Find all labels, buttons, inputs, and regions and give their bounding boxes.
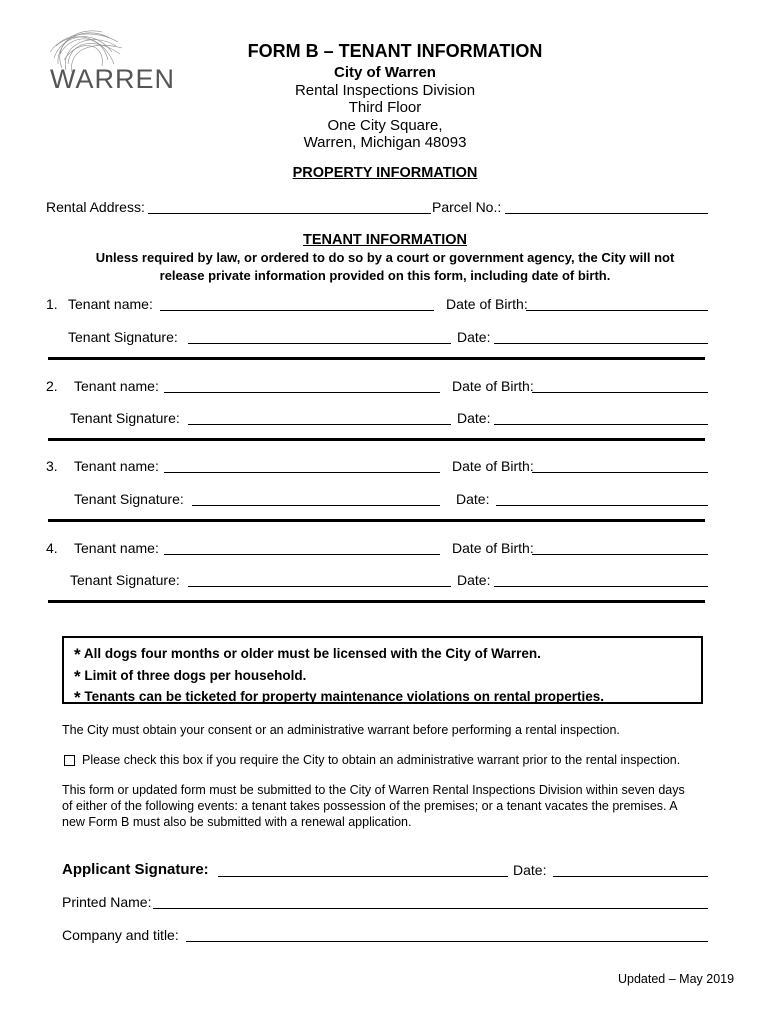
- notice-item: [74, 666, 691, 688]
- date-label: Date:: [457, 410, 491, 426]
- form-title: FORM B – TENANT INFORMATION: [247, 41, 543, 61]
- tenant-1-dob-field[interactable]: [526, 310, 708, 311]
- date-label: Date:: [457, 329, 491, 345]
- tenant-1-date-field[interactable]: [494, 343, 708, 344]
- applicant-signature-field[interactable]: [218, 876, 508, 877]
- tenant-signature-label: Tenant Signature:: [70, 410, 180, 426]
- tenant-number: 1.: [46, 296, 58, 312]
- tenant-3-name-field[interactable]: [164, 472, 440, 473]
- dog-license-notice-box: [62, 636, 703, 707]
- division-name: Rental Inspections Division: [294, 82, 476, 99]
- tenant-4-date-field[interactable]: [494, 586, 708, 587]
- asterisk-icon: *: [74, 688, 81, 707]
- company-title-label: Company and title:: [62, 927, 179, 943]
- applicant-date-label: Date:: [513, 862, 547, 878]
- parcel-number-field[interactable]: [505, 213, 708, 214]
- logo-wordmark: WARREN: [50, 64, 175, 94]
- notice-text: All dogs four months or older must be licensed with the City of Warren.: [83, 646, 541, 661]
- notice-item: [74, 644, 691, 666]
- asterisk-icon: *: [74, 666, 81, 686]
- street-address: One City Square,: [327, 117, 443, 134]
- submission-line-2: of either of the following events: a tenant takes possession of the premises; or a tenant vacates the premises. A: [62, 799, 678, 813]
- asterisk-icon: *: [74, 645, 81, 664]
- warrant-checkbox-label: Please check this box if you require the City to obtain an administrative warrant prior to the rental inspection.: [82, 753, 681, 767]
- tenant-heading: TENANT INFORMATION: [302, 232, 468, 248]
- privacy-notice-line-2: release private information provided on this form, including date of birth.: [159, 268, 611, 283]
- tenant-3-date-field[interactable]: [496, 505, 708, 506]
- company-title-field[interactable]: [186, 941, 708, 942]
- section-divider: [48, 600, 705, 603]
- tenant-2-date-field[interactable]: [494, 424, 708, 425]
- applicant-date-field[interactable]: [553, 876, 708, 877]
- tenant-name-label: Tenant name:: [74, 378, 159, 394]
- tenant-2-name-field[interactable]: [164, 392, 440, 393]
- tenant-number: 2.: [46, 378, 58, 394]
- tenant-signature-label: Tenant Signature:: [74, 491, 184, 507]
- notice-item: [74, 687, 691, 709]
- printed-name-field[interactable]: [153, 908, 708, 909]
- section-divider: [48, 519, 705, 522]
- tenant-2-dob-field[interactable]: [532, 392, 708, 393]
- submission-line-1: This form or updated form must be submitted to the City of Warren Rental Inspections Division within seven days: [62, 783, 685, 797]
- tenant-number: 4.: [46, 540, 58, 556]
- parcel-label: Parcel No.:: [432, 199, 502, 215]
- floor: Third Floor: [348, 99, 422, 116]
- dob-label: Date of Birth:: [452, 378, 534, 394]
- tenant-2-signature-field[interactable]: [188, 424, 451, 425]
- tenant-1-signature-field[interactable]: [188, 343, 451, 344]
- rental-address-field[interactable]: [148, 213, 431, 214]
- applicant-signature-label: Applicant Signature:: [62, 861, 209, 878]
- tenant-name-label: Tenant name:: [68, 296, 153, 312]
- section-divider: [48, 357, 705, 360]
- tenant-3-dob-field[interactable]: [532, 472, 708, 473]
- tenant-name-label: Tenant name:: [74, 458, 159, 474]
- tenant-4-dob-field[interactable]: [532, 554, 708, 555]
- updated-date: Updated – May 2019: [618, 972, 735, 986]
- rental-address-label: Rental Address:: [46, 199, 145, 215]
- consent-text: The City must obtain your consent or an administrative warrant before performing a rental inspection.: [62, 723, 620, 737]
- tenant-signature-label: Tenant Signature:: [68, 329, 178, 345]
- tenant-4-signature-field[interactable]: [188, 586, 451, 587]
- notice-text: Limit of three dogs per household.: [84, 667, 307, 683]
- section-divider: [48, 438, 705, 441]
- tenant-signature-label: Tenant Signature:: [70, 572, 180, 588]
- tenant-1-name-field[interactable]: [160, 310, 434, 311]
- tenant-4-name-field[interactable]: [164, 554, 440, 555]
- printed-name-label: Printed Name:: [62, 894, 152, 910]
- warrant-checkbox[interactable]: [64, 755, 75, 766]
- dob-label: Date of Birth:: [446, 296, 528, 312]
- city-name: City of Warren: [334, 64, 436, 81]
- privacy-notice-line-1: Unless required by law, or ordered to do so by a court or government agency, the City will not: [95, 250, 675, 265]
- notice-text: Tenants can be ticketed for property maintenance violations on rental properties.: [84, 689, 605, 704]
- dob-label: Date of Birth:: [452, 540, 534, 556]
- tenant-name-label: Tenant name:: [74, 540, 159, 556]
- property-heading: PROPERTY INFORMATION: [292, 165, 478, 181]
- date-label: Date:: [456, 491, 490, 507]
- tenant-3-signature-field[interactable]: [192, 505, 440, 506]
- dob-label: Date of Birth:: [452, 458, 534, 474]
- tenant-number: 3.: [46, 458, 58, 474]
- submission-line-3: new Form B must also be submitted with a renewal application.: [62, 815, 412, 829]
- city-state-zip: Warren, Michigan 48093: [303, 134, 467, 151]
- date-label: Date:: [457, 572, 491, 588]
